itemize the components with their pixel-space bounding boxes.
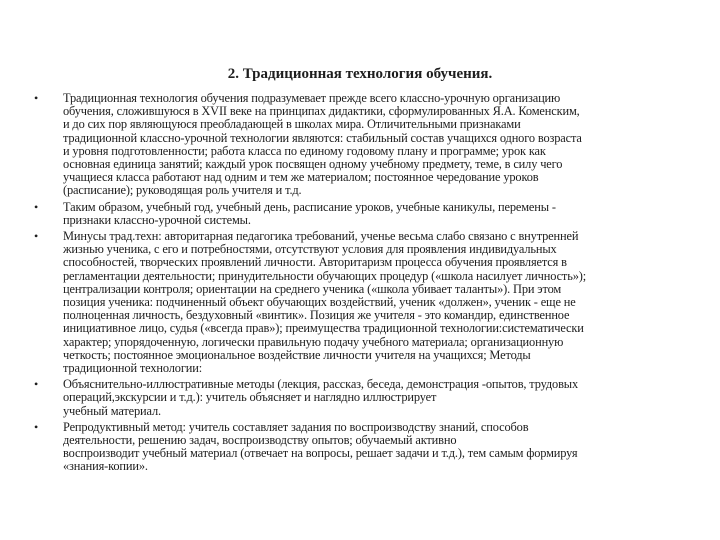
text-line: Минусы трад.техн: авторитарная педагогика требований, ученье весьма слабо связано с внутренней (63, 229, 579, 244)
text-line: Объяснительно-иллюстративные методы (лекция, рассказ, беседа, демонстрация -опытов, трудовых (63, 377, 578, 392)
list-item (30, 378, 710, 418)
text-line: и уровня подготовленности; работа класса по единому годовому плану и программе; урок как (63, 143, 546, 158)
slide-title: 2. Традиционная технология обучения. (227, 66, 493, 82)
text-line: воспроизводит учебный материал (отвечает на вопросы, решает задачи и т.д.), тем самым формируя (63, 446, 578, 461)
text-line: четкость; постоянное эмоциональное воздействие личности учителя на учащихся; Методы (63, 347, 531, 362)
text-line: инициативное лицо, судья («всегда прав»); преимущества традиционной технологии:систематически (63, 321, 584, 336)
list-item (30, 201, 710, 227)
text-line: признаки классно-урочной системы. (63, 212, 251, 227)
bullet-icon: • (34, 199, 39, 214)
text-line: централизации контроля; ориентации на среднего ученика («школа убивает таланты»). При этом (63, 281, 562, 296)
bullet-icon: • (34, 419, 39, 434)
text-line: традиционной классно-урочной технологии являются: стабильный состав учащихся одного возраста (63, 130, 582, 145)
text-line: регламентации деятельности; принудительности обучающих процедур («школа насилует личность»); (63, 268, 587, 283)
text-line: «знания-копии». (63, 459, 148, 474)
bullet-icon: • (34, 377, 39, 392)
text-line: традиционной технологии: (63, 361, 203, 376)
text-line: учащиеся класса работают над одним и тем же материалом; постоянное чередование уроков (63, 170, 539, 185)
text-line: Традиционная технология обучения подразумевает прежде всего классно-урочную организацию (63, 91, 561, 105)
text-line: (расписание); руководящая роль учителя и т.д. (63, 183, 302, 198)
text-line: характер; упорядоченную, логически правильную подачу учебного материала; организационную (63, 334, 564, 349)
list-item (30, 92, 710, 198)
text-line: полноценная личность, бездуховный «винтик». Позиция же учителя - это командир, единственное (63, 308, 570, 323)
list-item (30, 421, 710, 474)
bullet-icon: • (34, 229, 39, 244)
text-line: операций,экскурсии и т.д.): учитель объясняет и наглядно иллюстрирует (63, 390, 437, 405)
text-line: способностей, творческих проявлений личности. Авторитаризм процесса обучения проявляется в (63, 255, 567, 270)
text-line: обучения, сложившуюся в XVII веке на принципах дидактики, сформулированных Я.А. Коменским, (63, 104, 580, 119)
list-item (30, 230, 710, 375)
text-line: и до сих пор являющуюся преобладающей в школах мира. Отличительными признаками (63, 117, 521, 132)
text-line: Репродуктивный метод: учитель составляет задания по воспроизводству знаний, способов (63, 419, 529, 434)
text-line: деятельности, решению задач, воспроизводству опытов; обучаемый активно (63, 433, 457, 448)
text-line: учебный материал. (63, 403, 161, 418)
text-line: основная единица занятий; каждый урок посвящен одному учебному предмету, теме, в силу чего (63, 157, 563, 172)
bullet-icon: • (34, 91, 39, 105)
bullet-list (30, 92, 710, 477)
text-line: жизнью ученика, с его и потребностями, отсутствуют условия для проявления индивидуальных (63, 242, 557, 257)
text-line: позиция ученика: подчиненный объект обучающих воздействий, ученик «должен», ученик - еще не (63, 295, 576, 310)
text-line: Таким образом, учебный год, учебный день, расписание уроков, учебные каникулы, перемены - (63, 199, 556, 214)
